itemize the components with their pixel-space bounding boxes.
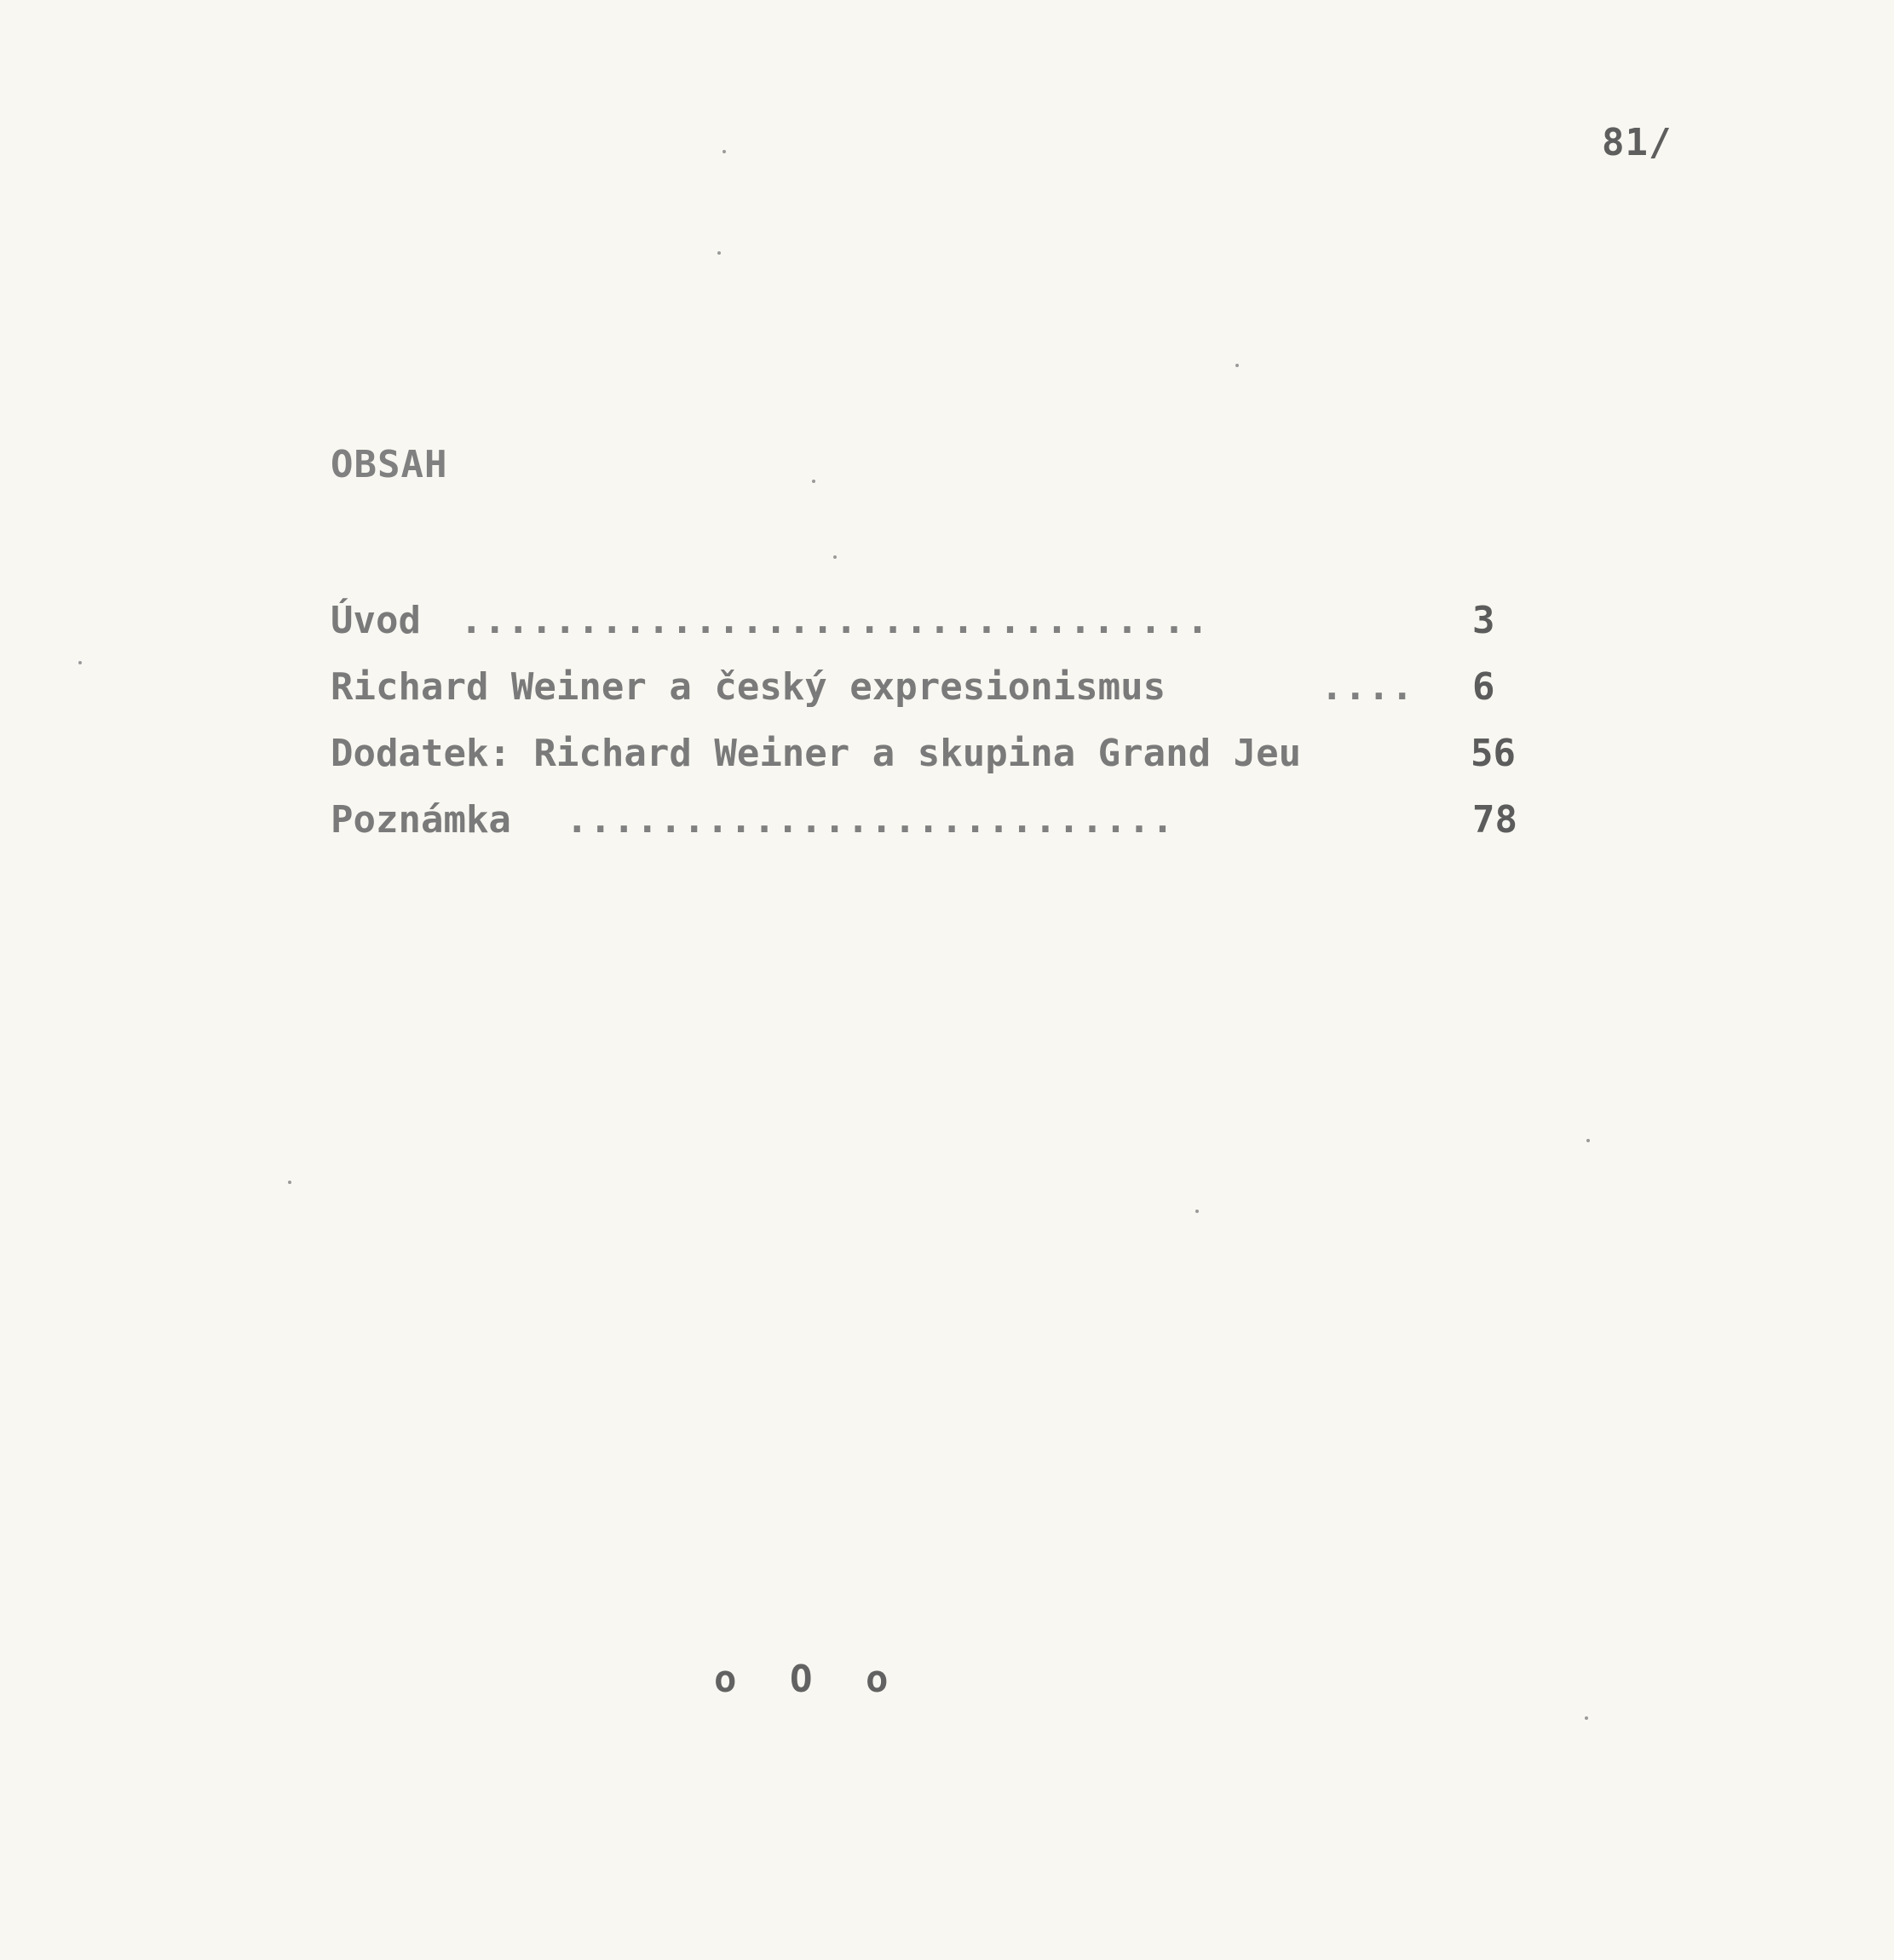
toc-entry-page: 3 <box>1472 599 1495 642</box>
toc-entry-title: Poznámka <box>331 798 511 842</box>
toc-entry-leader: .... <box>1321 665 1414 709</box>
toc-entry <box>331 654 1532 721</box>
toc-entry-leader: .......................... <box>566 798 1175 842</box>
toc-heading: OBSAH <box>331 443 448 486</box>
paper-speck <box>78 661 82 664</box>
closing-ornament: o O o <box>714 1658 904 1701</box>
toc-entry-page: 6 <box>1472 665 1495 709</box>
paper-speck <box>717 251 721 255</box>
paper-speck <box>722 150 726 153</box>
toc-entry-page: 56 <box>1471 732 1516 775</box>
toc-entry-page: 78 <box>1472 798 1517 842</box>
paper-speck <box>1195 1210 1199 1213</box>
paper-speck <box>812 480 815 483</box>
toc-entry-title: Úvod <box>331 599 421 642</box>
toc-entry <box>331 787 1532 854</box>
paper-speck <box>1585 1716 1588 1720</box>
paper-speck <box>1235 364 1239 367</box>
paper-speck <box>288 1181 291 1184</box>
toc-entry-leader: ................................ <box>460 599 1210 642</box>
page-number: 81/ <box>1602 121 1672 164</box>
paper-speck <box>1586 1139 1590 1142</box>
toc-entry <box>331 588 1532 654</box>
toc-entry <box>331 721 1532 787</box>
toc-entry-title: Dodatek: Richard Weiner a skupina Grand Jeu <box>331 732 1302 775</box>
toc-entry-title: Richard Weiner a český expresionismus <box>331 665 1166 709</box>
table-of-contents <box>331 588 1532 854</box>
paper-speck <box>833 555 837 559</box>
